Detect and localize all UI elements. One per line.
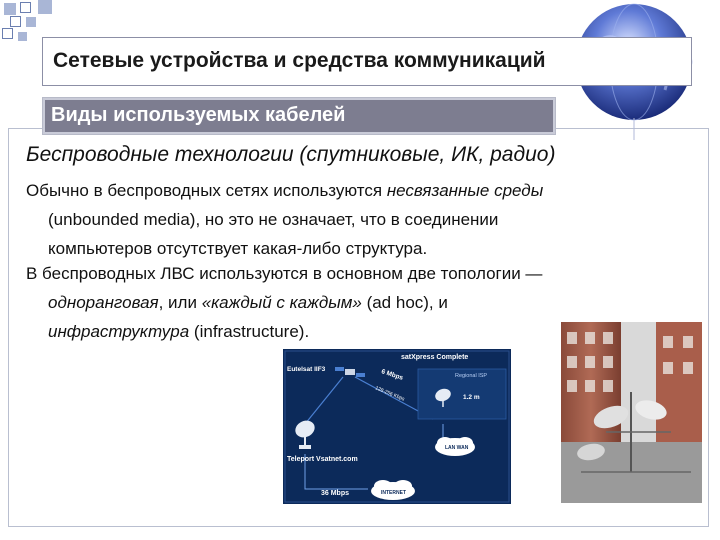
diagram-speed3: 1.2 m xyxy=(463,394,480,401)
diagram-teleport-label: Teleport Vsatnet.com xyxy=(287,456,358,463)
decor-square xyxy=(20,2,31,13)
decor-square xyxy=(18,32,27,41)
rooftop-antennas-photo xyxy=(561,322,702,503)
decor-square xyxy=(26,17,36,27)
diagram-speed2: 128-256 Kbps xyxy=(374,385,406,403)
diagram-speed4: 36 Mbps xyxy=(321,490,350,497)
section-heading: Беспроводные технологии (спутниковые, ИК, радио) xyxy=(26,143,556,166)
para2-text-infra-en: (infrastructure). xyxy=(189,322,310,341)
para2-line1: В беспроводных ЛВС используются в основном две топологии — xyxy=(26,264,543,283)
para2-text-adhoc: (ad hoc), и xyxy=(361,293,448,312)
para2-text-or: , или xyxy=(158,293,202,312)
decor-square xyxy=(4,3,16,15)
decor-square xyxy=(2,28,13,39)
diagram-internet-label: INTERNET xyxy=(381,490,406,496)
para2-text-peer: одноранговая xyxy=(48,293,159,312)
diagram-speed1: 6 Mbps xyxy=(380,368,404,382)
diagram-top-label: satXpress Complete xyxy=(401,354,469,361)
para1-line3: компьютеров отсутствует какая-либо структура. xyxy=(48,239,428,258)
para1-text-italic: несвязанные среды xyxy=(386,181,544,200)
para2-text-infra: инфраструктура xyxy=(48,322,190,341)
decor-square xyxy=(38,0,52,14)
para2-line2 xyxy=(26,288,701,317)
para1-line2: (unbounded media), но это не означает, что в соединении xyxy=(48,210,499,229)
slide-title-box xyxy=(42,37,692,86)
paragraph-1 xyxy=(26,176,701,263)
decor-square xyxy=(10,16,21,27)
para2-text-each: «каждый с каждым» xyxy=(201,293,362,312)
para1-line1 xyxy=(26,176,701,205)
slide-subtitle: Виды используемых кабелей xyxy=(51,104,346,126)
diagram-sat-label: Eutelsat IIF3 xyxy=(287,366,326,373)
slide-title: Сетевые устройства и средства коммуникаций xyxy=(53,49,546,72)
slide-subtitle-bar xyxy=(42,97,556,135)
diagram-isp-label: Regional ISP xyxy=(455,373,488,379)
diagram-lan-label: LAN WAN xyxy=(445,445,469,451)
satellite-network-diagram xyxy=(283,349,511,504)
para1-text-a: Обычно в беспроводных сетях используются xyxy=(26,181,387,200)
